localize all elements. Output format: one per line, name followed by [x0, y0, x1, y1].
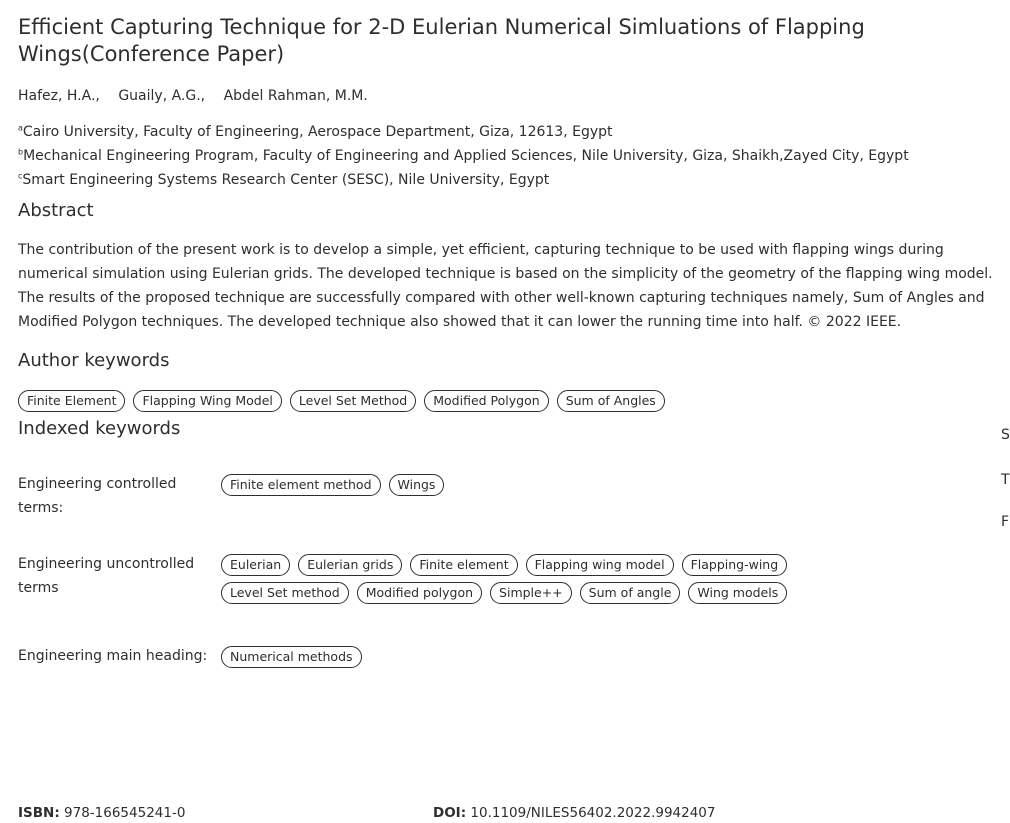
- clipped-sidebar-letter: S: [1001, 427, 1010, 443]
- author-link-3[interactable]: Abdel Rahman, M.M.: [223, 88, 368, 104]
- affiliation-list: [18, 120, 909, 192]
- keyword-chip[interactable]: Sum of Angles: [557, 390, 665, 412]
- keyword-chip[interactable]: Wing models: [688, 582, 787, 604]
- doi-label: DOI:: [433, 805, 467, 821]
- isbn-value: 978-166545241-0: [64, 805, 186, 821]
- abstract-heading: Abstract: [18, 200, 94, 221]
- indexed-keywords-heading: Indexed keywords: [18, 418, 181, 439]
- affiliation-marker: a: [18, 123, 23, 133]
- keyword-chip[interactable]: Level Set method: [221, 582, 349, 604]
- keyword-chip[interactable]: Finite element: [410, 554, 517, 576]
- affiliation-text: Smart Engineering Systems Research Center (SESC), Nile University, Egypt: [22, 172, 550, 188]
- keyword-chip[interactable]: Wings: [389, 474, 445, 496]
- affiliation-text: Mechanical Engineering Program, Faculty of Engineering and Applied Sciences, Nile University, Giza, Shaikh,Zayed City, Egypt: [23, 148, 909, 164]
- keyword-chip[interactable]: Simple++: [490, 582, 572, 604]
- keyword-chip[interactable]: Level Set Method: [290, 390, 416, 412]
- keyword-chip[interactable]: Eulerian grids: [298, 554, 402, 576]
- affiliation-b: [18, 144, 909, 168]
- keyword-chip[interactable]: Modified Polygon: [424, 390, 548, 412]
- isbn-field: [18, 804, 185, 822]
- keyword-chip[interactable]: Sum of angle: [580, 582, 681, 604]
- author-keywords-heading: Author keywords: [18, 350, 170, 371]
- keyword-chip[interactable]: Flapping Wing Model: [133, 390, 281, 412]
- doi-field: [433, 804, 716, 822]
- doi-value[interactable]: 10.1109/NILES56402.2022.9942407: [470, 805, 716, 821]
- clipped-sidebar-letter: F: [1001, 514, 1010, 530]
- affiliation-a: [18, 120, 909, 144]
- main-heading-list: [221, 646, 362, 668]
- affiliation-marker: b: [18, 147, 24, 157]
- author-link-2[interactable]: Guaily, A.G.,: [118, 88, 206, 104]
- isbn-label: ISBN:: [18, 805, 60, 821]
- keyword-chip[interactable]: Modified polygon: [357, 582, 482, 604]
- keyword-chip[interactable]: Flapping-wing: [682, 554, 788, 576]
- document-title: Efficient Capturing Technique for 2-D Eulerian Numerical Simluations of Flapping Wings(Conference Paper): [18, 15, 865, 66]
- uncontrolled-terms-list: [221, 554, 901, 604]
- keyword-chip[interactable]: Flapping wing model: [526, 554, 674, 576]
- author-keywords-list: [18, 390, 665, 412]
- affiliation-marker: c: [18, 171, 23, 181]
- controlled-terms-label: Engineering controlled terms:: [18, 476, 177, 516]
- keyword-chip[interactable]: Finite element method: [221, 474, 381, 496]
- clipped-sidebar-letter: T: [1001, 472, 1010, 488]
- keyword-chip[interactable]: Eulerian: [221, 554, 290, 576]
- author-link-1[interactable]: Hafez, H.A.,: [18, 88, 100, 104]
- affiliation-c: [18, 168, 909, 192]
- controlled-terms-list: [221, 474, 981, 496]
- main-heading-label: Engineering main heading:: [18, 648, 208, 664]
- author-list: [18, 87, 382, 105]
- abstract-text: The contribution of the present work is to develop a simple, yet efficient, capturing technique to be used with flapping wings during numerical simulation using Eulerian grids. The developed technique is based on the simplicity of the geometry of the flapping wing model. The results of the proposed technique are successfully compared with other well-known capturing techniques namely, Sum of Angles and Modified Polygon techniques. The developed technique also showed that it can lower the running time into half. © 2022 IEEE.: [18, 242, 993, 330]
- uncontrolled-terms-label: Engineering uncontrolled terms: [18, 556, 195, 596]
- keyword-chip[interactable]: Numerical methods: [221, 646, 362, 668]
- affiliation-text: Cairo University, Faculty of Engineering, Aerospace Department, Giza, 12613, Egypt: [22, 124, 613, 140]
- keyword-chip[interactable]: Finite Element: [18, 390, 125, 412]
